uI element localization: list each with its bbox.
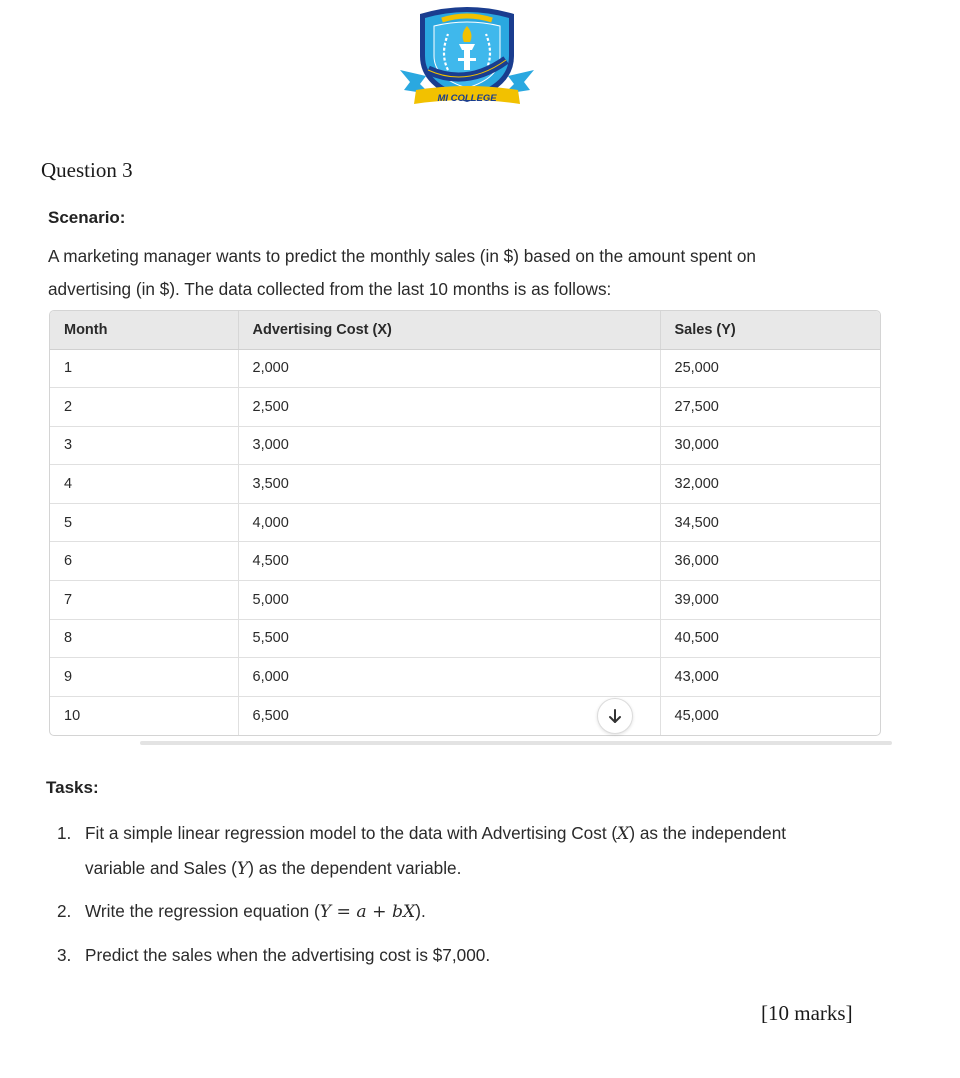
task-text-part: variable and Sales ( [85, 858, 237, 878]
cell-advertising: 4,500 [238, 542, 660, 581]
table-row [50, 426, 880, 465]
task-text: Predict the sales when the advertising cost is $7,000. [85, 945, 491, 965]
cell-sales: 25,000 [660, 349, 880, 388]
task-item-1 [57, 816, 907, 886]
table-row [50, 658, 880, 697]
cell-month: 8 [50, 619, 238, 658]
tasks-heading: Tasks: [46, 778, 99, 797]
cell-sales: 40,500 [660, 619, 880, 658]
cell-sales: 34,500 [660, 503, 880, 542]
task-item-2 [57, 894, 907, 928]
math-var-bx: bX [391, 902, 416, 922]
task-text [85, 816, 905, 886]
college-crest-icon [396, 4, 538, 108]
college-logo [396, 4, 538, 108]
task-text-part: ) as the independent [629, 823, 787, 843]
math-var-y: Y [319, 902, 332, 922]
scenario-line-2: advertising (in $). The data collected from the last 10 months is as follows: [48, 279, 612, 299]
task-text-part: Write the regression equation ( [85, 901, 320, 921]
task-number: 1. [57, 823, 72, 843]
scenario-text [48, 240, 848, 306]
table-row [50, 542, 880, 581]
question-title: Question 3 [41, 158, 133, 182]
cell-month: 10 [50, 696, 238, 735]
table-row [50, 465, 880, 504]
task-text-part: ). [415, 901, 426, 921]
cell-sales: 43,000 [660, 658, 880, 697]
math-var-x: X [617, 824, 630, 844]
math-equals: = [331, 902, 357, 922]
table-row [50, 349, 880, 388]
header-month: Month [50, 311, 238, 349]
table-header-row [50, 311, 880, 349]
marks-label: [10 marks] [761, 1001, 853, 1025]
scroll-down-button[interactable] [597, 698, 633, 734]
header-sales: Sales (Y) [660, 311, 880, 349]
cell-advertising: 5,000 [238, 581, 660, 620]
cell-month: 1 [50, 349, 238, 388]
cell-advertising: 6,500 [238, 696, 660, 735]
table-row [50, 581, 880, 620]
task-item-3 [57, 938, 907, 972]
cell-advertising: 6,000 [238, 658, 660, 697]
math-plus: + [366, 902, 392, 922]
header-advertising-cost: Advertising Cost (X) [238, 311, 660, 349]
table-row [50, 503, 880, 542]
cell-advertising: 2,000 [238, 349, 660, 388]
table-row [50, 619, 880, 658]
math-var-a: a [356, 902, 367, 922]
task-text [85, 894, 905, 929]
cell-advertising: 4,000 [238, 503, 660, 542]
cell-advertising: 3,000 [238, 426, 660, 465]
cell-month: 5 [50, 503, 238, 542]
task-number: 3. [57, 945, 72, 965]
cell-month: 2 [50, 388, 238, 427]
math-var-y: Y [236, 859, 249, 879]
scenario-heading: Scenario: [48, 208, 126, 227]
cell-advertising: 2,500 [238, 388, 660, 427]
cell-advertising: 3,500 [238, 465, 660, 504]
data-table [49, 310, 881, 736]
cell-month: 3 [50, 426, 238, 465]
cell-advertising: 5,500 [238, 619, 660, 658]
cell-sales: 32,000 [660, 465, 880, 504]
cell-month: 9 [50, 658, 238, 697]
cell-sales: 30,000 [660, 426, 880, 465]
arrow-down-icon [606, 707, 624, 725]
cell-month: 4 [50, 465, 238, 504]
cell-sales: 36,000 [660, 542, 880, 581]
task-number: 2. [57, 901, 72, 921]
horizontal-scrollbar[interactable] [140, 741, 892, 745]
logo-ribbon-text: MI COLLEGE [437, 93, 497, 104]
task-text-part: Fit a simple linear regression model to the data with Advertising Cost ( [85, 823, 618, 843]
table-row [50, 696, 880, 735]
cell-sales: 39,000 [660, 581, 880, 620]
table-row [50, 388, 880, 427]
cell-sales: 27,500 [660, 388, 880, 427]
cell-sales: 45,000 [674, 707, 719, 724]
scenario-line-1: A marketing manager wants to predict the monthly sales (in $) based on the amount spent on [48, 246, 756, 266]
cell-month: 6 [50, 542, 238, 581]
task-text-part: ) as the dependent variable. [248, 858, 462, 878]
cell-month: 7 [50, 581, 238, 620]
